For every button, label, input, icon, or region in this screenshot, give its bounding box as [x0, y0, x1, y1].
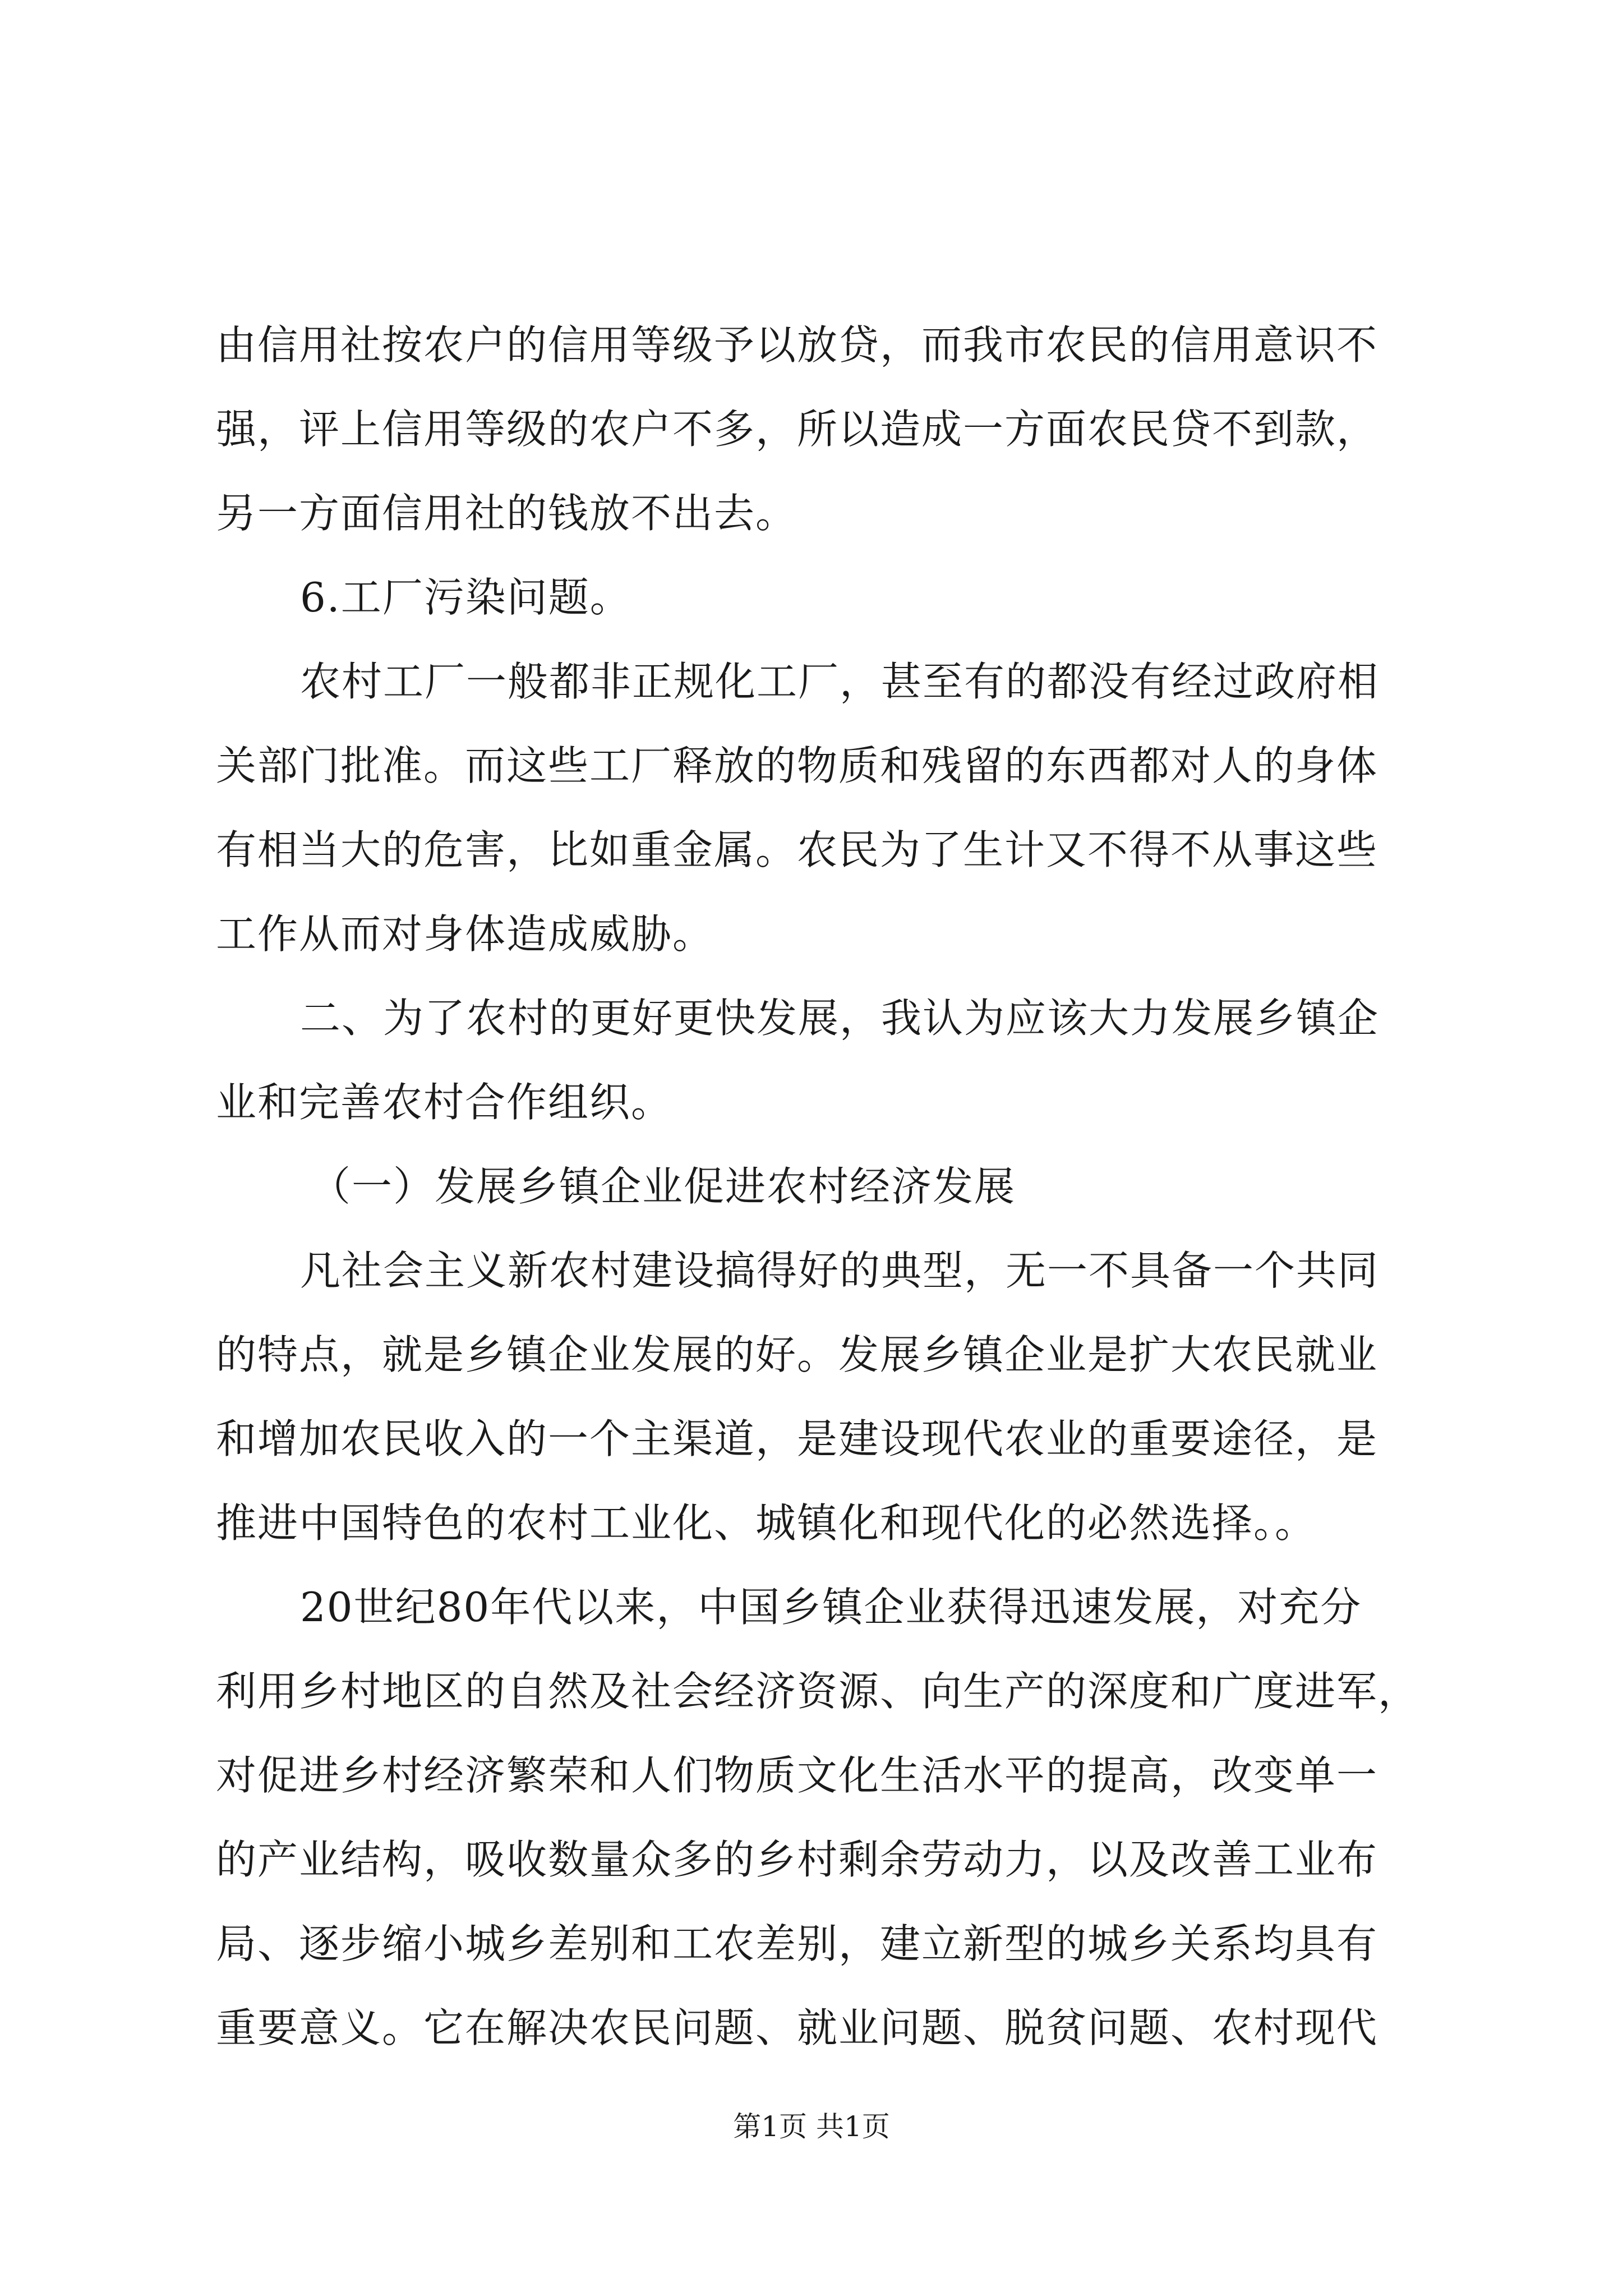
text-line: 20世纪80年代以来，中国乡镇企业获得迅速发展，对充分 [300, 1584, 1362, 1631]
text-line: 农村工厂一般都非正规化工厂，甚至有的都没有经过政府相 [300, 658, 1380, 705]
text-line: 凡社会主义新农村建设搞得好的典型，无一不具备一个共同 [300, 1247, 1380, 1294]
section-heading: 6.工厂污染问题。 [300, 574, 631, 621]
subsection-heading: （一）发展乡镇企业促进农村经济发展 [310, 1163, 1016, 1210]
text-line: 业和完善农村合作组织。 [216, 1079, 673, 1126]
page-footer: 第1页 共1页 [733, 2110, 890, 2143]
text-line: 由信用社按农户的信用等级予以放贷，而我市农民的信用意识不 [216, 321, 1378, 369]
text-line: 局、逐步缩小城乡差别和工农差别，建立新型的城乡关系均具有 [216, 1920, 1378, 1967]
text-line: 的产业结构，吸收数量众多的乡村剩余劳动力，以及改善工业布 [216, 1836, 1378, 1883]
text-line: 和增加农民收入的一个主渠道，是建设现代农业的重要途径，是 [216, 1415, 1378, 1462]
text-line: 关部门批准。而这些工厂释放的物质和残留的东西都对人的身体 [216, 742, 1378, 789]
text-line: 推进中国特色的农村工业化、城镇化和现代化的必然选择。。 [216, 1499, 1317, 1547]
section-heading: 二、为了农村的更好更快发展，我认为应该大力发展乡镇企 [300, 995, 1380, 1042]
body-text [216, 303, 1427, 2070]
text-line: 对促进乡村经济繁荣和人们物质文化生活水平的提高，改变单一 [216, 1752, 1378, 1799]
text-line: 有相当大的危害，比如重金属。农民为了生计又不得不从事这些 [216, 826, 1378, 873]
text-line: 工作从而对身体造成威胁。 [216, 910, 714, 958]
text-line: 的特点，就是乡镇企业发展的好。发展乡镇企业是扩大农民就业 [216, 1331, 1378, 1378]
text-line: 利用乡村地区的自然及社会经济资源、向生产的深度和广度进军， [216, 1668, 1420, 1715]
text-line: 重要意义。它在解决农民问题、就业问题、脱贫问题、农村现代 [216, 2004, 1378, 2051]
text-line: 强，评上信用等级的农户不多，所以造成一方面农民贷不到款， [216, 406, 1378, 453]
text-line: 另一方面信用社的钱放不出去。 [216, 490, 797, 537]
